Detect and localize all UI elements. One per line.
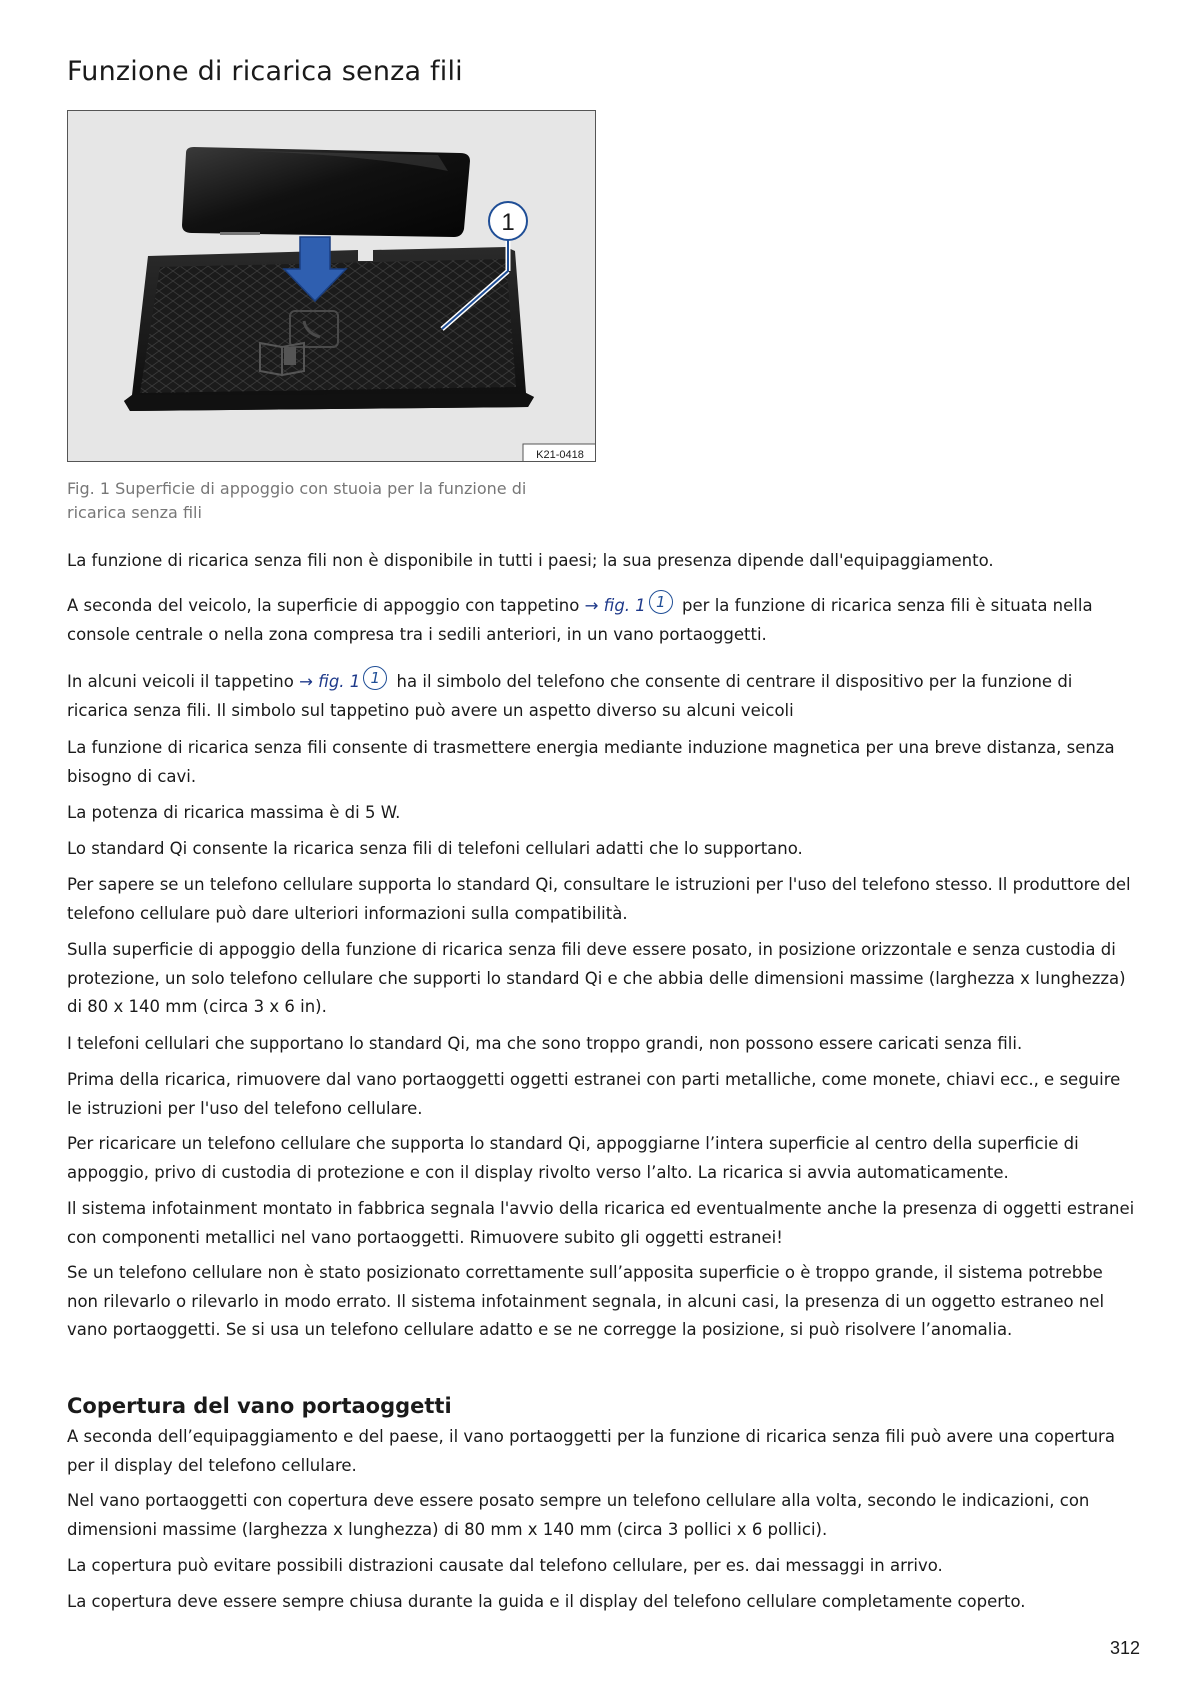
- paragraph: Prima della ricarica, rimuovere dal vano portaoggetti oggetti estranei con parti metalliche, come monete, chiavi ecc., e seguire le istruzioni per l'uso del telefono cellulare.: [67, 1070, 1121, 1118]
- callout-number: 1: [501, 209, 515, 236]
- paragraph: La funzione di ricarica senza fili non è disponibile in tutti i paesi; la sua presenza dipende dall'equipaggiamento.: [67, 551, 994, 570]
- smartphone-illustration: [182, 147, 470, 237]
- paragraph: [67, 590, 1137, 649]
- figure-reference-link[interactable]: → fig. 1: [299, 672, 361, 691]
- paragraph: Il sistema infotainment montato in fabbrica segnala l'avvio della ricarica ed eventualmente anche la presenza di oggetti estranei con componenti metallici nel vano portaoggetti. Rimuovere subito gli oggetti estranei!: [67, 1199, 1135, 1247]
- paragraph: La potenza di ricarica massima è di 5 W.: [67, 803, 401, 822]
- paragraph: Per sapere se un telefono cellulare supporta lo standard Qi, consultare le istruzioni per l'uso del telefono stesso. Il produttore del telefono cellulare può dare ulteriori informazioni sulla compatibilità.: [67, 875, 1131, 923]
- paragraph: Per ricaricare un telefono cellulare che supporta lo standard Qi, appoggiarne l’intera superficie al centro della superficie di appoggio, privo di custodia di protezione e con il display rivolto verso l’alto. La ricarica si avvia automaticamente.: [67, 1134, 1079, 1182]
- paragraph-text: In alcuni veicoli il tappetino: [67, 672, 300, 691]
- section-heading: Copertura del vano portaoggetti: [67, 1394, 452, 1418]
- figure-reference-link[interactable]: → fig. 1: [584, 596, 646, 615]
- page-title: Funzione di ricarica senza fili: [67, 56, 463, 87]
- paragraph: La copertura può evitare possibili distrazioni causate dal telefono cellulare, per es. dai messaggi in arrivo.: [67, 1556, 943, 1575]
- paragraph-text: per la funzione di ricarica senza fili è situata nella console centrale o nella zona compresa tra i sedili anteriori, in un vano portaoggetti.: [67, 596, 1093, 644]
- figure-illustration: [68, 111, 596, 462]
- figure-code-label: [523, 444, 596, 462]
- paragraph: Sulla superficie di appoggio della funzione di ricarica senza fili deve essere posato, in posizione orizzontale e senza custodia di protezione, un solo telefono cellulare che supporti lo standard Qi e che abbia delle dimensioni massime (larghezza x lunghezza) di 80 x 140 mm (circa 3 x 6 in).: [67, 940, 1126, 1016]
- paragraph: La copertura deve essere sempre chiusa durante la guida e il display del telefono cellulare completamente coperto.: [67, 1592, 1026, 1611]
- paragraph: A seconda dell’equipaggiamento e del paese, il vano portaoggetti per la funzione di ricarica senza fili può avere una copertura per il display del telefono cellulare.: [67, 1427, 1115, 1475]
- page-number: 312: [1109, 1638, 1140, 1658]
- paragraph: Nel vano portaoggetti con copertura deve essere posato sempre un telefono cellulare alla volta, secondo le indicazioni, con dimensioni massime (larghezza x lunghezza) di 80 mm x 140 mm (circa 3 pollici x 6 pollici).: [67, 1491, 1090, 1539]
- paragraph-text: ha il simbolo del telefono che consente di centrare il dispositivo per la funzione di ricarica senza fili. Il simbolo sul tappetino può avere un aspetto diverso su alcuni veicoli: [67, 672, 1073, 720]
- paragraph: Se un telefono cellulare non è stato posizionato correttamente sull’apposita superficie o è troppo grande, il sistema potrebbe non rilevarlo o rilevarlo in modo errato. Il sistema infotainment segnala, in alcuni casi, la presenza di un oggetto estraneo nel vano portaoggetti. Se si usa un telefono cellulare adatto e se ne corregge la posizione, si può risolvere l’anomalia.: [67, 1263, 1105, 1339]
- figure-code: K21-0418: [536, 449, 584, 461]
- figure-wireless-charging: [67, 110, 596, 462]
- paragraph: Lo standard Qi consente la ricarica senza fili di telefoni cellulari adatti che lo supportano.: [67, 839, 803, 858]
- paragraph: [67, 666, 1137, 725]
- paragraph-text: A seconda del veicolo, la superficie di appoggio con tappetino: [67, 596, 585, 615]
- callout-reference-icon: 1: [649, 590, 673, 614]
- paragraph: La funzione di ricarica senza fili consente di trasmettere energia mediante induzione magnetica per una breve distanza, senza bisogno di cavi.: [67, 738, 1115, 786]
- figure-caption: Fig. 1 Superficie di appoggio con stuoia per la funzione di ricarica senza fili: [67, 479, 527, 522]
- paragraph: I telefoni cellulari che supportano lo standard Qi, ma che sono troppo grandi, non possono essere caricati senza fili.: [67, 1034, 1023, 1053]
- callout-reference-icon: 1: [363, 666, 387, 690]
